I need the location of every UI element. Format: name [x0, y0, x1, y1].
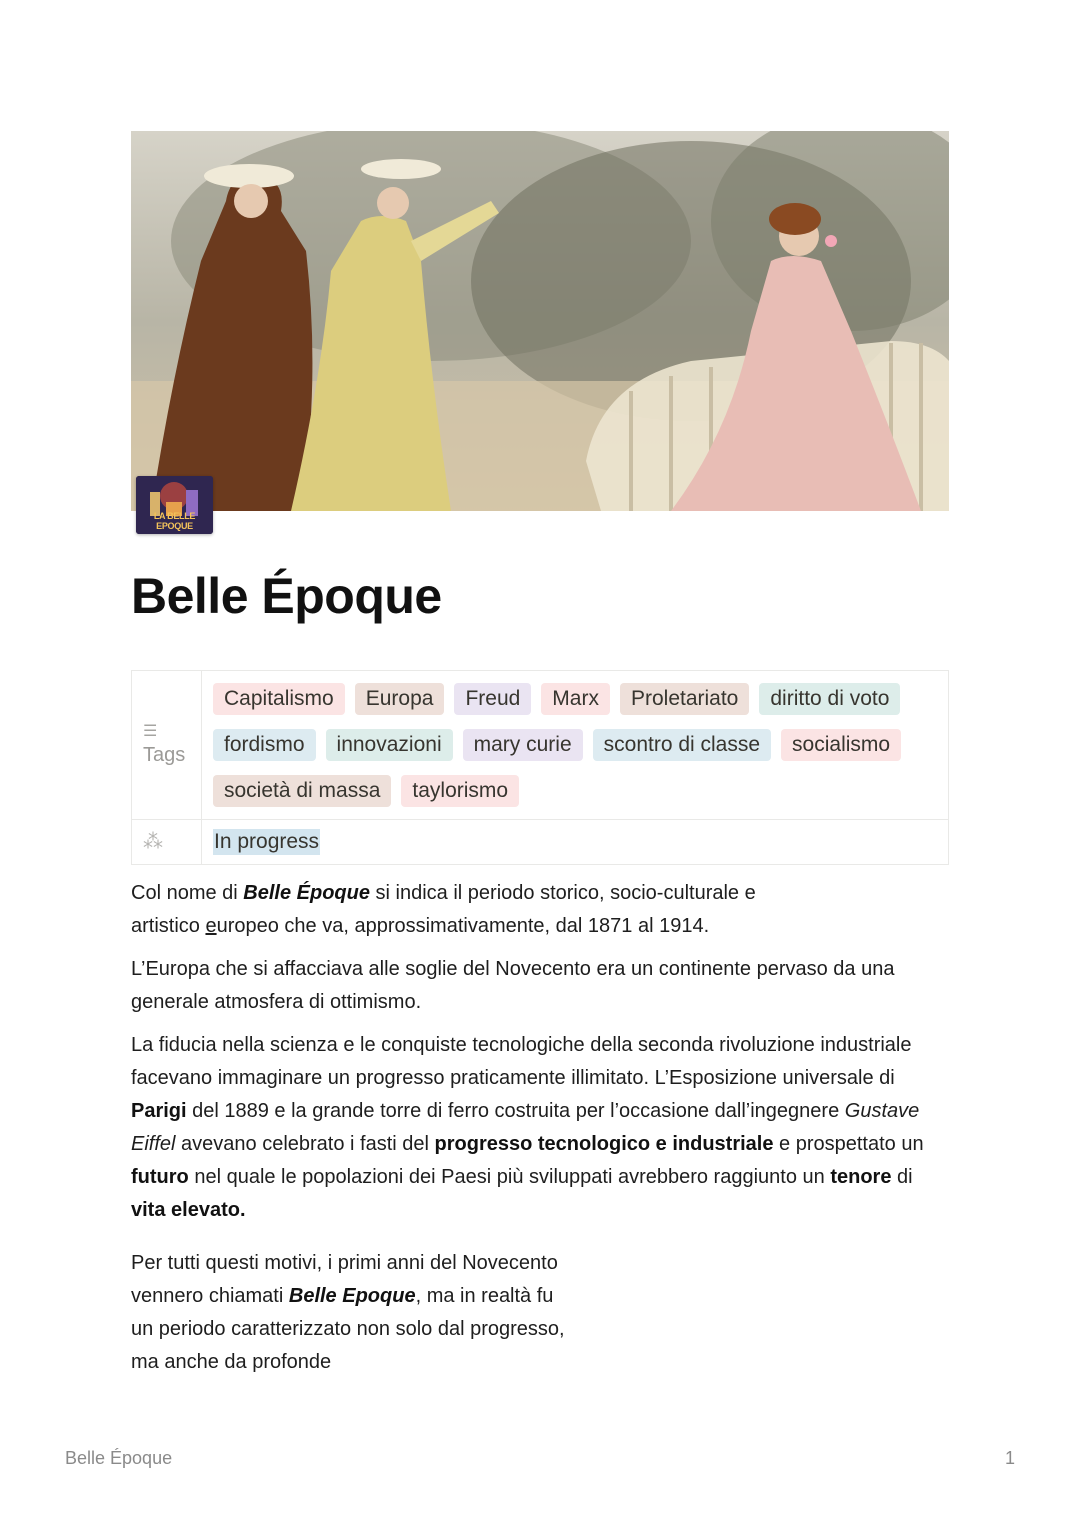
tag-chip[interactable]: fordismo	[213, 729, 316, 761]
paragraph-1: Col nome di Belle Époque si indica il periodo storico, socio-culturale e artistico europeo che va, approssimativamente, dal 1871 al 1914.	[131, 882, 756, 937]
status-property-name[interactable]	[132, 820, 202, 864]
tag-chip[interactable]: Freud	[454, 683, 531, 715]
page-icon[interactable]	[136, 476, 213, 534]
page-title: Belle Époque	[131, 568, 442, 624]
tag-chip[interactable]: Capitalismo	[213, 683, 345, 715]
cover-image	[131, 131, 949, 511]
footer-title: Belle Époque	[65, 1448, 173, 1468]
status-property-row	[132, 820, 948, 864]
status-property-value[interactable]	[202, 820, 948, 864]
tags-property-value[interactable]	[202, 671, 948, 819]
properties-table	[131, 670, 949, 865]
paragraph-3: La fiducia nella scienza e le conquiste tecnologiche della seconda rivoluzione industriale facevano immaginare un progresso praticamente illimitato. L’Esposizione universale di Parigi del 1889 e la grande torre di ferro costruita per l’occasione dall’ingegnere Gustave Eiffel avevano celebrato i fasti del progresso tecnologico e industriale e prospettato un futuro nel quale le popolazioni dei Paesi più sviluppati avrebbero raggiunto un tenore di vita elevato.	[131, 1034, 924, 1221]
status-badge: In progress	[214, 830, 320, 853]
tag-chip[interactable]: mary curie	[463, 729, 583, 761]
tag-chip[interactable]: taylorismo	[401, 775, 519, 807]
footer-page-number: 1	[1004, 1448, 1015, 1468]
tag-chip[interactable]: Marx	[541, 683, 610, 715]
paragraph-2: L’Europa che si affacciava alle soglie del Novecento era un continente pervaso da una generale atmosfera di ottimismo.	[131, 958, 895, 1013]
tag-chip[interactable]: Europa	[355, 683, 445, 715]
tags-label: Tags	[143, 743, 186, 766]
tags-property-name[interactable]	[132, 671, 202, 819]
tag-chip[interactable]: innovazioni	[326, 729, 453, 761]
tag-chip[interactable]: scontro di classe	[593, 729, 771, 761]
paragraph-4: Per tutti questi motivi, i primi anni del Novecento vennero chiamati Belle Epoque, ma in realtà fu un periodo caratterizzato non solo dal progresso, ma anche da profonde	[131, 1252, 565, 1373]
status-spinner-icon: ⁂	[143, 831, 163, 853]
list-icon: ☰	[143, 722, 158, 740]
tag-chip[interactable]: Proletariato	[620, 683, 749, 715]
page-icon-label: LA BELLE EPOQUE	[153, 511, 196, 531]
tag-chip[interactable]: socialismo	[781, 729, 901, 761]
tags-list	[213, 683, 933, 807]
tag-chip[interactable]: società di massa	[213, 775, 391, 807]
tags-property-row	[132, 671, 948, 820]
tag-chip[interactable]: diritto di voto	[759, 683, 900, 715]
